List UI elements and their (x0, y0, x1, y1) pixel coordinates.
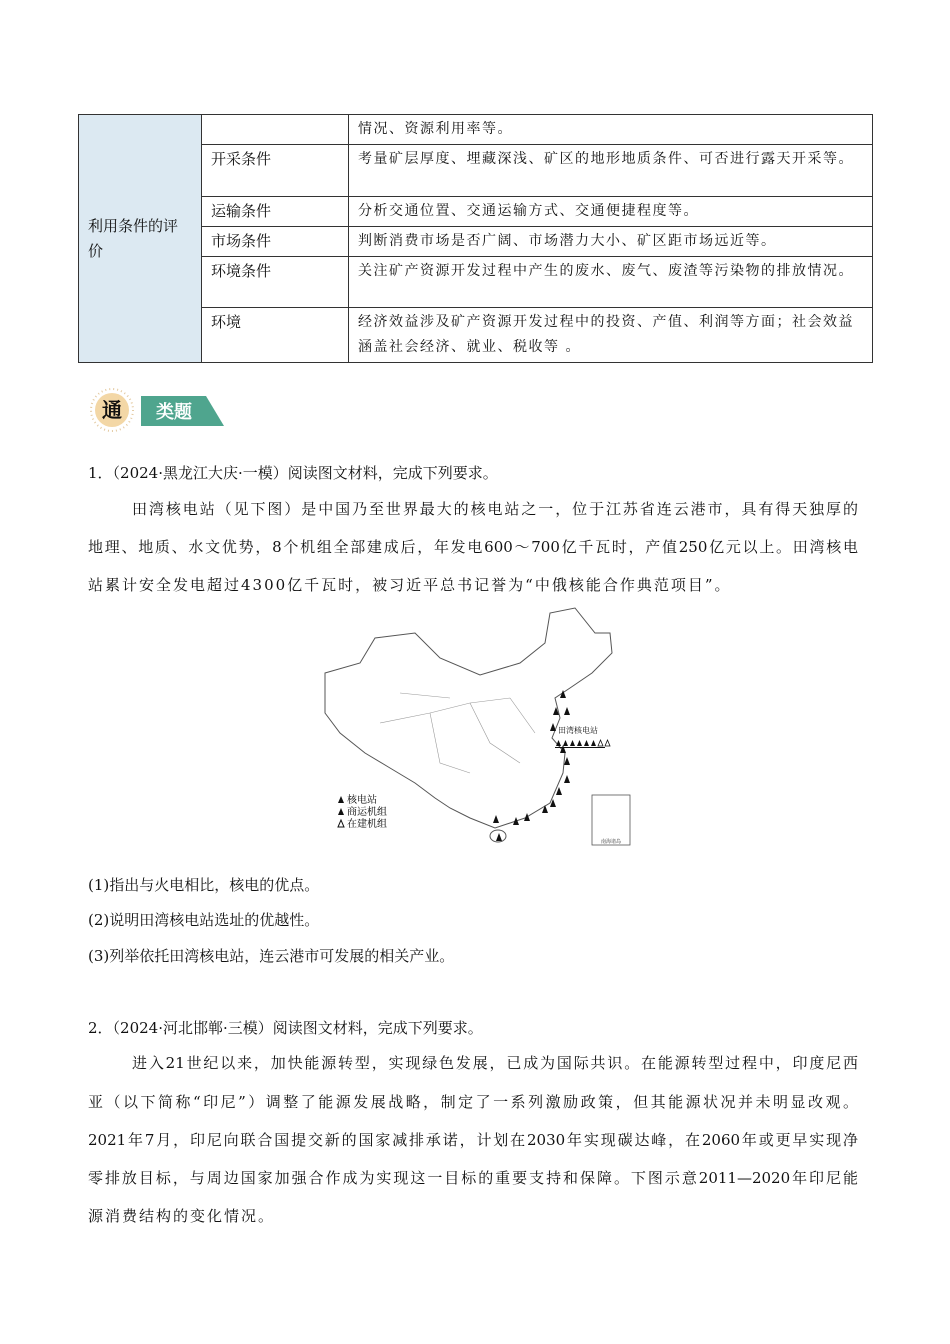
condition-desc: 经济效益涉及矿产资源开发过程中的投资、产值、利润等方面；社会效益涵盖社会经济、就业、税收等 。 (349, 308, 873, 363)
badge-char: 通 (102, 398, 122, 422)
paragraph-line: 田湾核电站（见下图）是中国乃至世界最大的核电站之一，位于江苏省连云港市，具有得天独厚的 (132, 500, 858, 518)
condition-name: 开采条件 (202, 145, 349, 197)
paragraph-line: 进入21世纪以来，加快能源转型，实现绿色发展，已成为国际共识。在能源转型过程中，印度尼西 (132, 1054, 858, 1072)
paragraph-line: 零排放目标，与周边国家加强合作成为实现这一目标的重要支持和保障。下图示意2011—2020年印尼能 (88, 1169, 858, 1187)
condition-desc: 情况、资源利用率等。 (349, 115, 873, 145)
table-row (79, 115, 873, 145)
paragraph-line: 站累计安全发电超过4300亿千瓦时，被习近平总书记誉为“中俄核能合作典范项目”。 (88, 576, 732, 594)
evaluation-table (78, 114, 873, 363)
section-badge (86, 386, 226, 434)
condition-name (202, 115, 349, 145)
paragraph-line: 源消费结构的变化情况。 (88, 1207, 276, 1225)
condition-desc: 考量矿层厚度、埋藏深浅、矿区的地形地质条件、可否进行露天开采等。 (349, 145, 873, 197)
legend-item: 在建机组 (347, 819, 387, 830)
condition-name: 环境条件 (202, 257, 349, 308)
station-markers (493, 690, 605, 841)
station-label: 田湾核电站 (558, 726, 598, 735)
china-nuclear-map (320, 603, 640, 848)
condition-desc: 关注矿产资源开发过程中产生的废水、废气、废渣等污染物的排放情况。 (349, 257, 873, 308)
condition-desc: 分析交通位置、交通运输方式、交通便捷程度等。 (349, 197, 873, 227)
sub-question: (2)说明田湾核电站选址的优越性。 (88, 911, 320, 929)
sub-question: (1)指出与火电相比，核电的优点。 (88, 876, 320, 894)
question-2-title: 2．（2024·河北邯郸·三模）阅读图文材料，完成下列要求。 (88, 1019, 483, 1037)
paragraph-line: 亚（以下简称“印尼”）调整了能源发展战略，制定了一系列激励政策，但其能源状况并未明显改观。 (88, 1093, 858, 1111)
condition-name: 环境 (202, 308, 349, 363)
badge-label: 类题 (156, 402, 192, 423)
inset-label: 南海诸岛 (600, 839, 622, 845)
condition-name: 运输条件 (202, 197, 349, 227)
category-cell: 利用条件的评价 (79, 115, 202, 363)
condition-desc: 判断消费市场是否广阔、市场潜力大小、矿区距市场远近等。 (349, 227, 873, 257)
question-1-title: 1．（2024·黑龙江大庆·一模）阅读图文材料，完成下列要求。 (88, 464, 498, 482)
paragraph-line: 2021年7月，印尼向联合国提交新的国家减排承诺，计划在2030年实现碳达峰，在2060年或更早实现净 (88, 1131, 858, 1149)
paragraph-line: 地理、地质、水文优势，8个机组全部建成后，年发电600～700亿千瓦时，产值250亿元以上。田湾核电 (88, 538, 858, 556)
condition-name: 市场条件 (202, 227, 349, 257)
legend-item: 核电站 (347, 795, 377, 806)
legend-item: 商运机组 (347, 807, 387, 818)
sub-question: (3)列举依托田湾核电站，连云港市可发展的相关产业。 (88, 947, 455, 965)
